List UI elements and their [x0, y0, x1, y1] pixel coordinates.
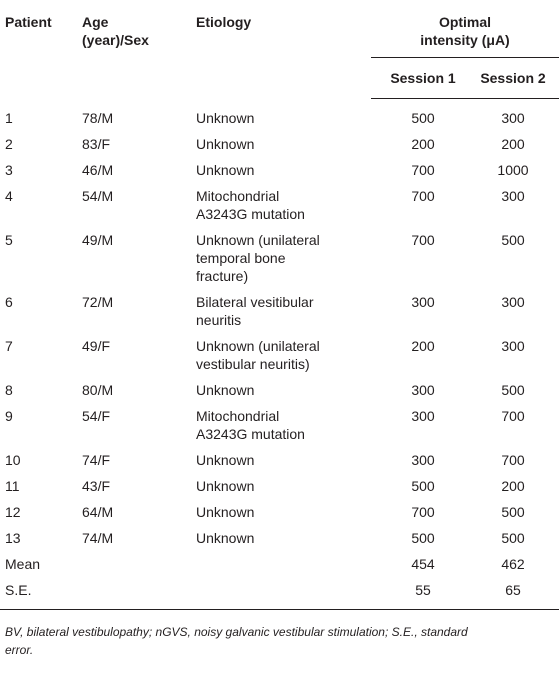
- table-row: [0, 477, 559, 503]
- cell-etiology: [196, 555, 371, 581]
- table-row: [0, 381, 559, 407]
- table-row: [0, 135, 559, 161]
- table-row: [0, 99, 559, 136]
- cell-age-sex: [82, 581, 196, 610]
- header-etiology: [196, 0, 371, 99]
- etiology-line: A3243G mutation: [196, 206, 305, 222]
- cell-session-2: 300: [501, 294, 525, 310]
- cell-age-sex: 64/M: [82, 504, 114, 520]
- table-header: [0, 0, 559, 99]
- cell-etiology: [196, 477, 371, 503]
- cell-age-sex: 83/F: [82, 136, 111, 152]
- header-patient-label: Patient: [5, 14, 52, 30]
- header-etiology-label: Etiology: [196, 14, 252, 30]
- etiology-line: temporal bone: [196, 250, 286, 266]
- header-patient: [0, 0, 82, 99]
- cell-age-sex: 49/F: [82, 338, 111, 354]
- cell-patient: 2: [5, 136, 13, 152]
- cell-session-2: 200: [501, 478, 525, 494]
- cell-etiology: [196, 407, 371, 451]
- cell-session-2: 700: [501, 408, 525, 424]
- footnote-line-1: BV, bilateral vestibulopathy; nGVS, noisy galvanic vestibular stimulation; S.E., standard: [5, 625, 468, 639]
- table-row: [0, 407, 559, 451]
- cell-session-1: 200: [411, 136, 435, 152]
- cell-session-1: 200: [411, 338, 435, 354]
- cell-age-sex: [82, 555, 196, 581]
- etiology-line: Unknown (unilateral: [196, 232, 320, 248]
- cell-session-1: 500: [411, 110, 435, 126]
- cell-patient: 11: [5, 478, 20, 494]
- cell-session-1: 300: [411, 408, 435, 424]
- cell-session-2: 1000: [497, 162, 529, 178]
- cell-session-2: 500: [501, 504, 525, 520]
- cell-age-sex: 54/M: [82, 188, 114, 204]
- cell-session-1: 300: [411, 452, 435, 468]
- cell-age-sex: 78/M: [82, 109, 114, 126]
- etiology-line: Unknown: [196, 136, 255, 152]
- cell-etiology: [196, 451, 371, 477]
- cell-etiology: [196, 581, 371, 610]
- etiology-line: Unknown: [196, 452, 255, 468]
- cell-etiology: [196, 381, 371, 407]
- table-row: [0, 293, 559, 337]
- etiology-line: neuritis: [196, 312, 242, 328]
- cell-patient: 5: [5, 232, 13, 248]
- etiology-line: Unknown: [196, 109, 255, 126]
- cell-patient: 1: [5, 109, 13, 126]
- table-row: [0, 451, 559, 477]
- cell-patient: 9: [5, 408, 13, 424]
- cell-patient: S.E.: [0, 581, 82, 610]
- cell-patient: Mean: [5, 556, 41, 572]
- table-body: [0, 99, 559, 610]
- cell-etiology: [196, 293, 371, 337]
- etiology-line: Unknown: [196, 504, 255, 520]
- table-footnote: [0, 610, 559, 659]
- cell-etiology: [196, 503, 371, 529]
- cell-session-1: 300: [411, 382, 435, 398]
- header-age-line2: (year)/Sex: [82, 32, 149, 48]
- header-group-line1: Optimal: [438, 14, 492, 30]
- cell-patient: 8: [5, 382, 13, 398]
- header-group-line2: intensity (μA): [420, 32, 510, 48]
- footnote-line-2: error.: [5, 643, 34, 657]
- etiology-line: fracture): [196, 268, 249, 284]
- cell-session-1: 700: [411, 162, 435, 178]
- cell-session-2: 200: [501, 136, 525, 152]
- etiology-line: A3243G mutation: [196, 426, 305, 442]
- header-age-line1: Age: [82, 14, 109, 30]
- etiology-line: Unknown: [196, 162, 255, 178]
- header-age-sex: [82, 0, 196, 99]
- cell-session-2: 65: [465, 581, 559, 610]
- cell-session-2: 300: [501, 188, 525, 204]
- cell-patient: 13: [5, 530, 21, 546]
- etiology-line: Unknown: [196, 478, 255, 494]
- cell-session-2: 500: [501, 232, 525, 248]
- etiology-line: Mitochondrial: [196, 408, 280, 424]
- cell-age-sex: 49/M: [82, 232, 114, 248]
- cell-etiology: [196, 231, 371, 293]
- etiology-line: Unknown (unilateral: [196, 338, 320, 354]
- table-row: [0, 529, 559, 555]
- cell-age-sex: 72/M: [82, 294, 114, 310]
- cell-session-1: 500: [411, 530, 435, 546]
- cell-etiology: [196, 161, 371, 187]
- cell-patient: 12: [5, 504, 21, 520]
- cell-patient: 6: [5, 294, 13, 310]
- cell-session-2: 500: [501, 382, 525, 398]
- etiology-line: Unknown: [196, 382, 255, 398]
- cell-age-sex: 46/M: [82, 162, 114, 178]
- cell-patient: 10: [5, 452, 21, 468]
- cell-session-1: 55: [371, 581, 465, 610]
- table-row: [0, 555, 559, 581]
- cell-age-sex: 74/M: [82, 530, 114, 546]
- cell-etiology: [196, 99, 371, 136]
- table-row: [0, 581, 559, 610]
- cell-age-sex: 74/F: [82, 452, 111, 468]
- cell-session-1: 700: [411, 504, 435, 520]
- table-row: [0, 503, 559, 529]
- cell-session-1: 500: [411, 478, 435, 494]
- cell-session-2: 462: [501, 556, 525, 572]
- etiology-line: Bilateral vesitibular: [196, 294, 314, 310]
- cell-session-1: 700: [411, 188, 435, 204]
- cell-patient: 3: [5, 162, 13, 178]
- table-row: [0, 161, 559, 187]
- etiology-line: vestibular neuritis): [196, 356, 310, 372]
- cell-etiology: [196, 187, 371, 231]
- cell-session-2: 300: [501, 338, 525, 354]
- cell-age-sex: 80/M: [82, 382, 114, 398]
- cell-etiology: [196, 529, 371, 555]
- header-session-2: Session 2: [465, 58, 559, 99]
- header-optimal-intensity: [371, 0, 559, 58]
- cell-session-2: 500: [501, 530, 525, 546]
- cell-session-1: 700: [411, 232, 435, 248]
- header-session-1: Session 1: [371, 58, 465, 99]
- etiology-line: Mitochondrial: [196, 188, 280, 204]
- cell-patient: 7: [5, 338, 13, 354]
- cell-age-sex: 54/F: [82, 408, 111, 424]
- table-row: [0, 231, 559, 293]
- cell-session-2: 300: [501, 110, 525, 126]
- cell-session-2: 700: [501, 452, 525, 468]
- cell-etiology: [196, 337, 371, 381]
- etiology-line: Unknown: [196, 530, 255, 546]
- cell-age-sex: 43/F: [82, 478, 111, 494]
- table-row: [0, 187, 559, 231]
- cell-session-1: 300: [411, 294, 435, 310]
- cell-patient: 4: [5, 188, 13, 204]
- cell-session-1: 454: [411, 556, 435, 572]
- cell-etiology: [196, 135, 371, 161]
- table-row: [0, 337, 559, 381]
